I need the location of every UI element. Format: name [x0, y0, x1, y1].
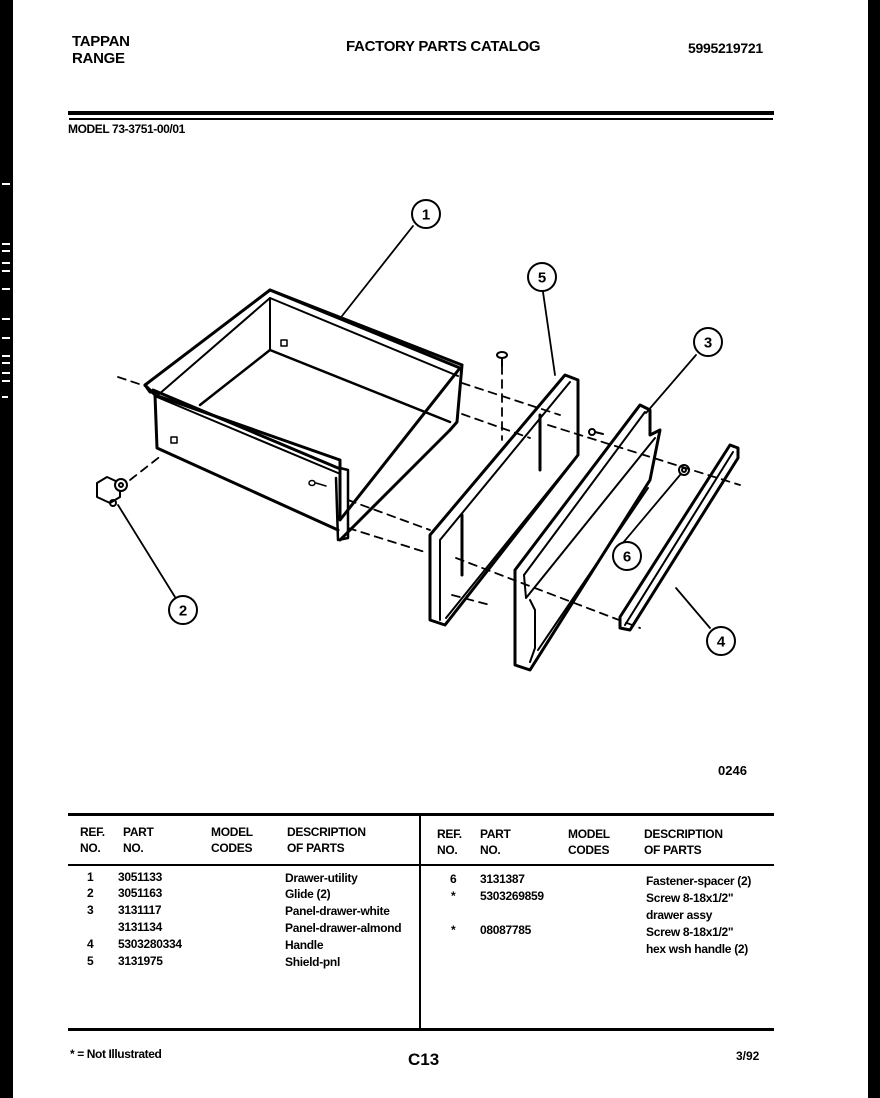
description: Screw 8-18x1/2" — [646, 891, 734, 905]
model-number: MODEL 73-3751-00/01 — [68, 122, 185, 136]
brand-name: TAPPAN — [72, 33, 130, 50]
ref-no: 6 — [450, 872, 457, 886]
figure-code: 0246 — [718, 763, 747, 778]
callout-2 — [169, 596, 197, 624]
table-rule-bottom — [68, 1028, 774, 1031]
table-column-divider — [419, 815, 421, 1029]
callout-6 — [613, 542, 641, 570]
ref-no: 2 — [87, 886, 94, 900]
table-rule-top — [68, 813, 774, 816]
revision-date: 3/92 — [736, 1049, 760, 1063]
part-no: 3051163 — [118, 886, 162, 900]
svg-text:6: 6 — [622, 548, 632, 566]
ref-no: * — [451, 889, 456, 903]
description: Drawer-utility — [285, 871, 358, 885]
header-model-codes-right: MODEL CODES — [568, 827, 610, 857]
part-no: 5303269859 — [480, 889, 544, 903]
ref-no: 1 — [87, 870, 94, 884]
description: Handle — [285, 938, 324, 952]
description: Screw 8-18x1/2" — [646, 925, 734, 939]
part-no: 3131975 — [118, 954, 163, 968]
description: Panel-drawer-white — [285, 904, 390, 918]
document-number: 5995219721 — [688, 40, 763, 56]
svg-text:1: 1 — [421, 206, 431, 224]
page-number: C13 — [408, 1050, 440, 1069]
callout-5 — [528, 263, 556, 291]
callout-4 — [707, 627, 735, 655]
page-title: FACTORY PARTS CATALOG — [346, 38, 541, 55]
header-description-right: DESCRIPTION OF PARTS — [644, 827, 723, 857]
callout-1 — [412, 200, 440, 228]
callout-3 — [694, 328, 722, 356]
ref-no: 5 — [87, 954, 94, 968]
table-rule-header — [68, 864, 774, 866]
part-no: 08087785 — [480, 923, 531, 937]
ref-no: 3 — [87, 903, 94, 917]
svg-text:3: 3 — [703, 334, 713, 352]
header-part-no-right: PART NO. — [480, 827, 511, 857]
drawer-utility-drawing — [145, 290, 462, 540]
description: hex wsh handle (2) — [646, 942, 748, 956]
description: Glide (2) — [285, 887, 331, 901]
ref-no: 4 — [87, 937, 94, 951]
header-model-codes-left: MODEL CODES — [211, 825, 253, 855]
svg-text:5: 5 — [537, 269, 547, 287]
ref-no: * — [451, 923, 456, 937]
header-part-no-left: PART NO. — [123, 825, 154, 855]
glide-drawing — [97, 477, 127, 506]
part-no: 3051133 — [118, 870, 162, 884]
header-ref-no-left: REF. NO. — [80, 825, 105, 855]
part-no: 3131134 — [118, 920, 162, 934]
not-illustrated-note: * = Not Illustrated — [70, 1047, 162, 1061]
header-description-left: DESCRIPTION OF PARTS — [287, 825, 366, 855]
description: drawer assy — [646, 908, 713, 922]
description: Shield-pnl — [285, 955, 340, 969]
description: Panel-drawer-almond — [285, 921, 402, 935]
part-no: 3131117 — [118, 903, 162, 917]
part-no: 3131387 — [480, 872, 525, 886]
svg-text:2: 2 — [178, 602, 188, 620]
description: Fastener-spacer (2) — [646, 874, 752, 888]
svg-text:4: 4 — [716, 633, 726, 651]
product-type: RANGE — [72, 50, 125, 67]
header-ref-no-right: REF. NO. — [437, 827, 462, 857]
part-no: 5303280334 — [118, 937, 182, 951]
